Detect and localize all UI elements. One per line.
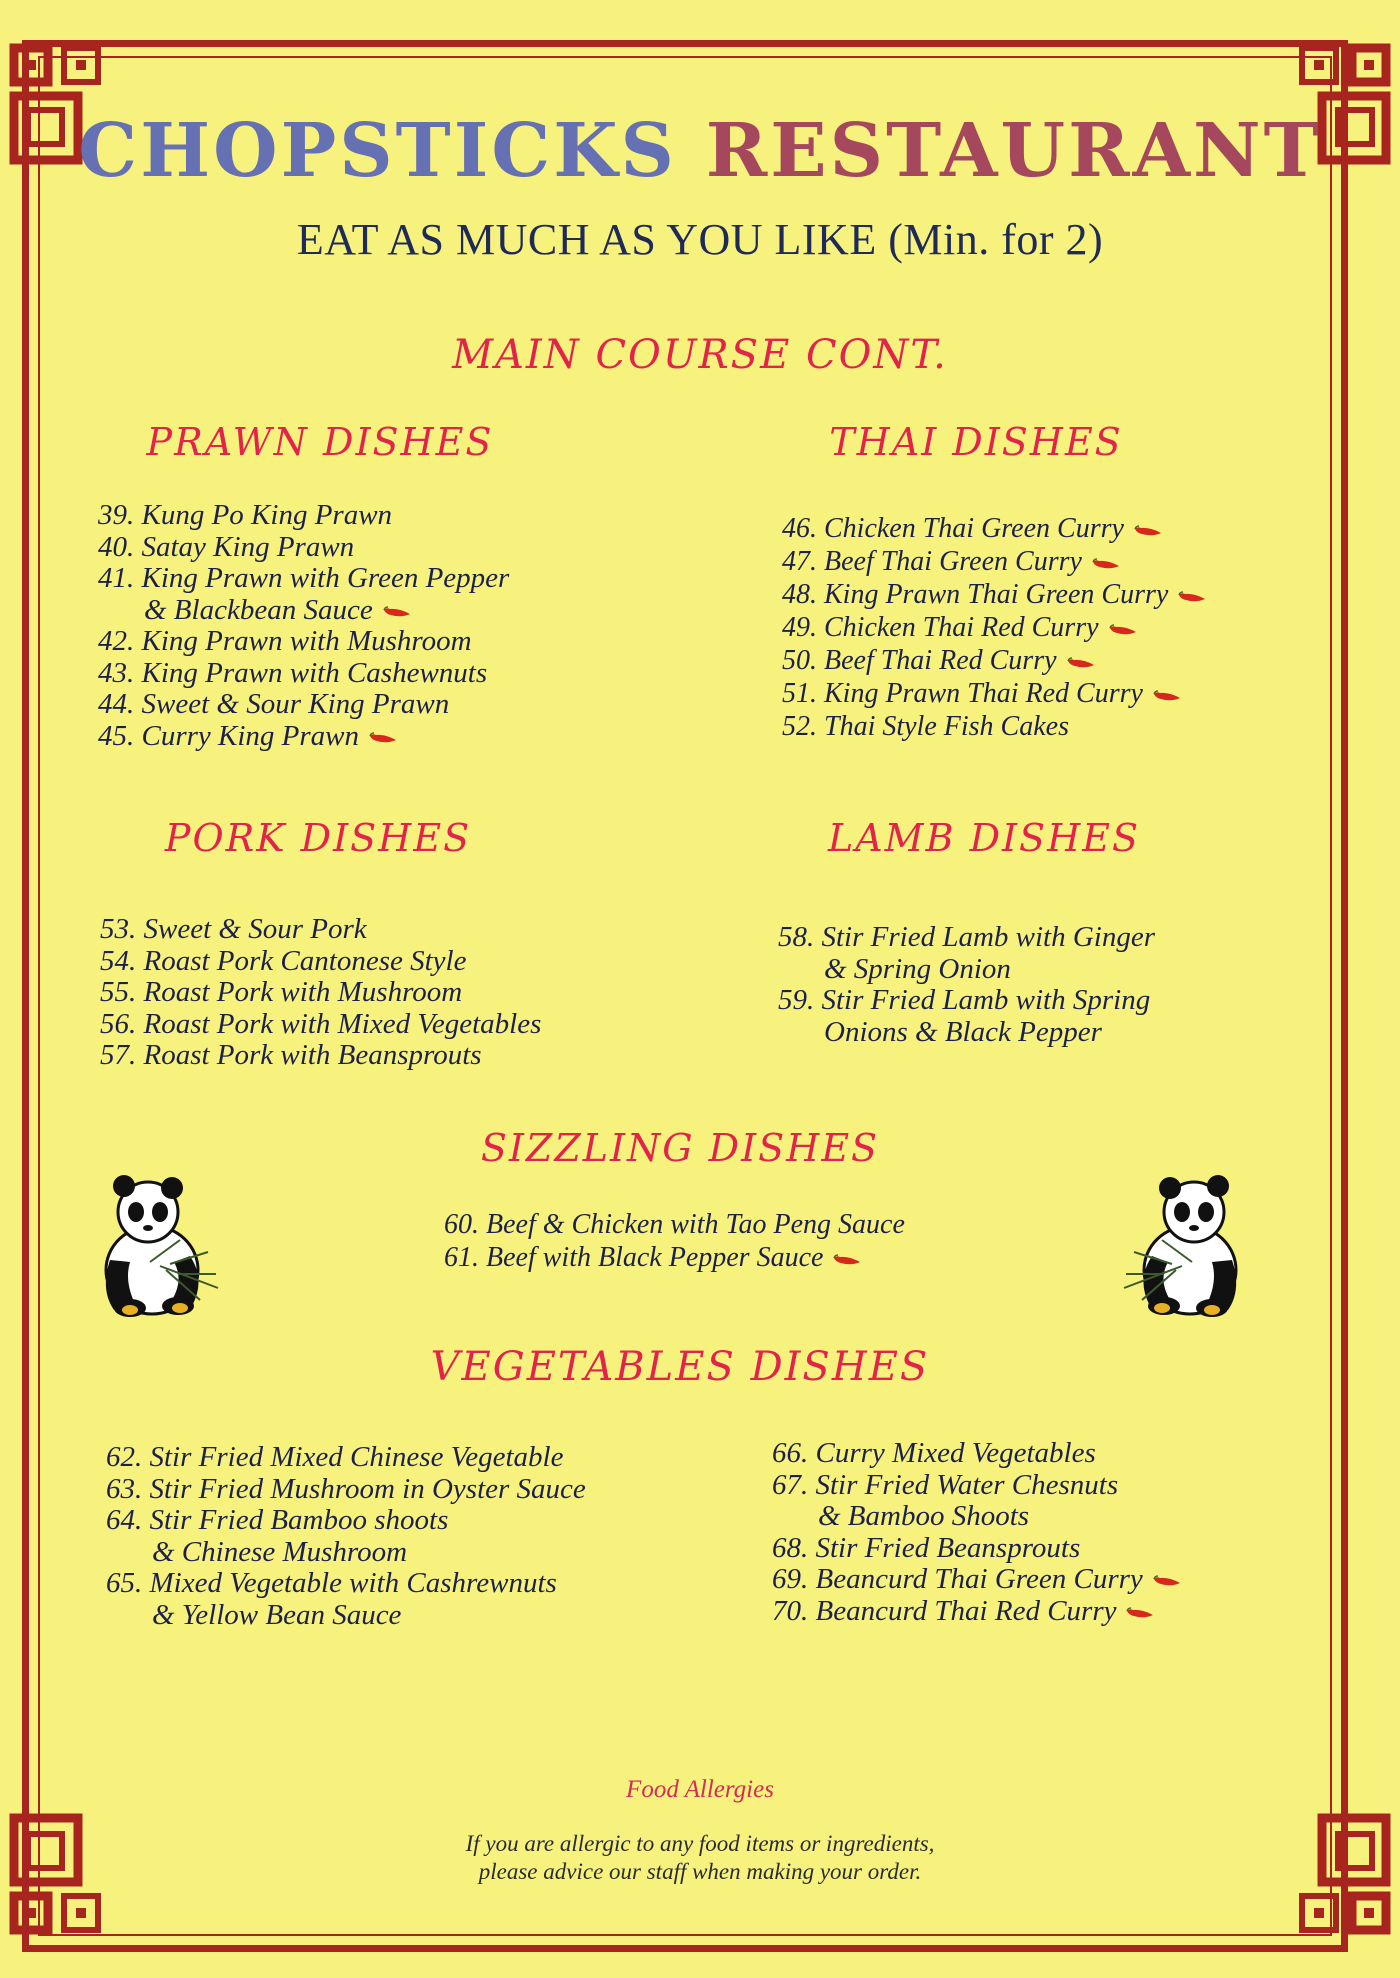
thai-dishes-heading: THAI DISHES	[829, 420, 1123, 464]
thai-dishes-list	[782, 512, 1206, 743]
menu-item-continuation: & Blackbean Sauce	[98, 595, 509, 627]
menu-item-name: 69. Beancurd Thai Green Curry	[772, 1563, 1143, 1595]
chili-pepper-icon	[369, 732, 397, 744]
panda-icon	[1122, 1170, 1252, 1320]
menu-item	[100, 946, 541, 978]
subtitle: EAT AS MUCH AS YOU LIKE (Min. for 2)	[296, 215, 1104, 264]
menu-item-name: 52. Thai Style Fish Cakes	[782, 711, 1069, 742]
menu-item-name: 54. Roast Pork Cantonese Style	[100, 944, 467, 977]
menu-item-name: 58. Stir Fried Lamb with Ginger	[778, 921, 1156, 953]
menu-item-name: 70. Beancurd Thai Red Curry	[772, 1594, 1117, 1627]
menu-item-name: 64. Stir Fried Bamboo shoots	[106, 1504, 449, 1536]
menu-item	[778, 922, 1155, 985]
allergy-notice-line-1: If you are allergic to any food items or ingredients,	[465, 1831, 935, 1856]
menu-item	[100, 1009, 541, 1041]
menu-item-name: 63. Stir Fried Mushroom in Oyster Sauce	[106, 1472, 586, 1505]
menu-item	[782, 644, 1206, 677]
menu-item-name: 47. Beef Thai Green Curry	[782, 546, 1082, 577]
chili-pepper-icon	[1153, 690, 1181, 702]
menu-item	[106, 1442, 586, 1474]
menu-item	[782, 512, 1206, 545]
menu-item-name: 51. King Prawn Thai Red Curry	[782, 678, 1143, 709]
menu-item-continuation: & Yellow Bean Sauce	[152, 1598, 402, 1631]
chili-pepper-icon	[833, 1254, 861, 1266]
menu-item-name: 68. Stir Fried Beansprouts	[772, 1531, 1081, 1564]
menu-item-continuation: & Chinese Mushroom	[152, 1535, 408, 1568]
menu-item-continuation: & Bamboo Shoots	[818, 1500, 1030, 1532]
title-word-2: RESTAURANT	[705, 108, 1322, 194]
menu-item-name: 65. Mixed Vegetable with Cashrewnuts	[106, 1567, 557, 1599]
food-allergies-notice	[0, 1830, 1400, 1886]
vegetables-dishes-list-left	[106, 1442, 586, 1631]
chili-pepper-icon	[1109, 624, 1137, 636]
title-word-1: CHOPSTICKS	[78, 108, 677, 194]
sizzling-dishes-list	[444, 1208, 905, 1274]
menu-item-name: 43. King Prawn with Cashewnuts	[98, 656, 488, 689]
menu-item-name: 56. Roast Pork with Mixed Vegetables	[100, 1007, 542, 1040]
menu-item	[772, 1438, 1181, 1470]
pork-dishes-list	[100, 914, 541, 1072]
menu-item	[98, 689, 509, 721]
menu-item-name: 46. Chicken Thai Green Curry	[782, 513, 1124, 544]
menu-item	[778, 985, 1155, 1048]
menu-item	[98, 658, 509, 690]
menu-item-name: 45. Curry King Prawn	[98, 719, 360, 752]
menu-item	[444, 1241, 905, 1274]
menu-item-name: 40. Satay King Prawn	[98, 530, 355, 563]
menu-item-name: 60. Beef & Chicken with Tao Peng Sauce	[444, 1209, 905, 1240]
menu-item	[782, 545, 1206, 578]
vegetables-dishes-list-right	[772, 1438, 1181, 1627]
menu-item	[772, 1533, 1181, 1565]
menu-item	[782, 578, 1206, 611]
lamb-dishes-heading: LAMB DISHES	[827, 816, 1140, 860]
menu-item	[98, 626, 509, 658]
menu-item	[782, 710, 1206, 743]
chili-pepper-icon	[1067, 657, 1095, 669]
chili-pepper-icon	[1153, 1575, 1181, 1587]
prawn-dishes-list	[98, 500, 509, 752]
menu-item	[106, 1474, 586, 1506]
menu-item	[782, 677, 1206, 710]
chili-pepper-icon	[383, 606, 411, 618]
chili-pepper-icon	[1134, 525, 1162, 537]
menu-item	[772, 1596, 1181, 1628]
menu-item	[106, 1505, 586, 1568]
menu-item	[98, 532, 509, 564]
menu-item-name: 49. Chicken Thai Red Curry	[782, 612, 1099, 643]
menu-item	[782, 611, 1206, 644]
menu-item-continuation: & Spring Onion	[824, 952, 1011, 985]
menu-item-name: 48. King Prawn Thai Green Curry	[782, 579, 1169, 610]
chili-pepper-icon	[1126, 1607, 1154, 1619]
menu-item-name: 53. Sweet & Sour Pork	[100, 913, 367, 945]
menu-item-name: 67. Stir Fried Water Chesnuts	[772, 1468, 1119, 1501]
vegetables-dishes-heading: VEGETABLES DISHES	[430, 1344, 930, 1390]
menu-item-name: 62. Stir Fried Mixed Chinese Vegetable	[106, 1441, 564, 1473]
menu-item-name: 44. Sweet & Sour King Prawn	[98, 688, 450, 720]
menu-item	[100, 977, 541, 1009]
menu-item-name: 57. Roast Pork with Beansprouts	[100, 1039, 482, 1071]
restaurant-title	[0, 108, 1400, 194]
menu-item	[106, 1568, 586, 1631]
panda-icon	[90, 1170, 220, 1320]
chili-pepper-icon	[1178, 591, 1206, 603]
menu-item-name: 41. King Prawn with Green Pepper	[98, 562, 510, 594]
pork-dishes-heading: PORK DISHES	[164, 816, 472, 860]
chili-pepper-icon	[1092, 558, 1120, 570]
food-allergies-heading: Food Allergies	[626, 1776, 774, 1803]
menu-item	[772, 1564, 1181, 1596]
menu-item	[100, 1040, 541, 1072]
menu-item-name: 50. Beef Thai Red Curry	[782, 645, 1057, 676]
menu-item-name: 55. Roast Pork with Mushroom	[100, 976, 463, 1008]
menu-item	[98, 721, 509, 753]
menu-item	[98, 563, 509, 626]
menu-item-continuation: Onions & Black Pepper	[824, 1015, 1102, 1048]
menu-item-name: 61. Beef with Black Pepper Sauce	[444, 1242, 824, 1273]
menu-item	[444, 1208, 905, 1241]
menu-item-name: 39. Kung Po King Prawn	[98, 499, 393, 531]
sizzling-dishes-heading: SIZZLING DISHES	[480, 1126, 880, 1170]
menu-item-name: 42. King Prawn with Mushroom	[98, 625, 472, 657]
allergy-notice-line-2: please advice our staff when making your order.	[478, 1859, 922, 1884]
menu-item-name: 66. Curry Mixed Vegetables	[772, 1437, 1096, 1469]
menu-item	[98, 500, 509, 532]
menu-item	[100, 914, 541, 946]
main-course-heading: MAIN COURSE CONT.	[452, 332, 948, 378]
menu-item	[772, 1470, 1181, 1533]
menu-item-name: 59. Stir Fried Lamb with Spring	[778, 984, 1151, 1016]
prawn-dishes-heading: PRAWN DISHES	[146, 420, 494, 464]
lamb-dishes-list	[778, 922, 1155, 1048]
